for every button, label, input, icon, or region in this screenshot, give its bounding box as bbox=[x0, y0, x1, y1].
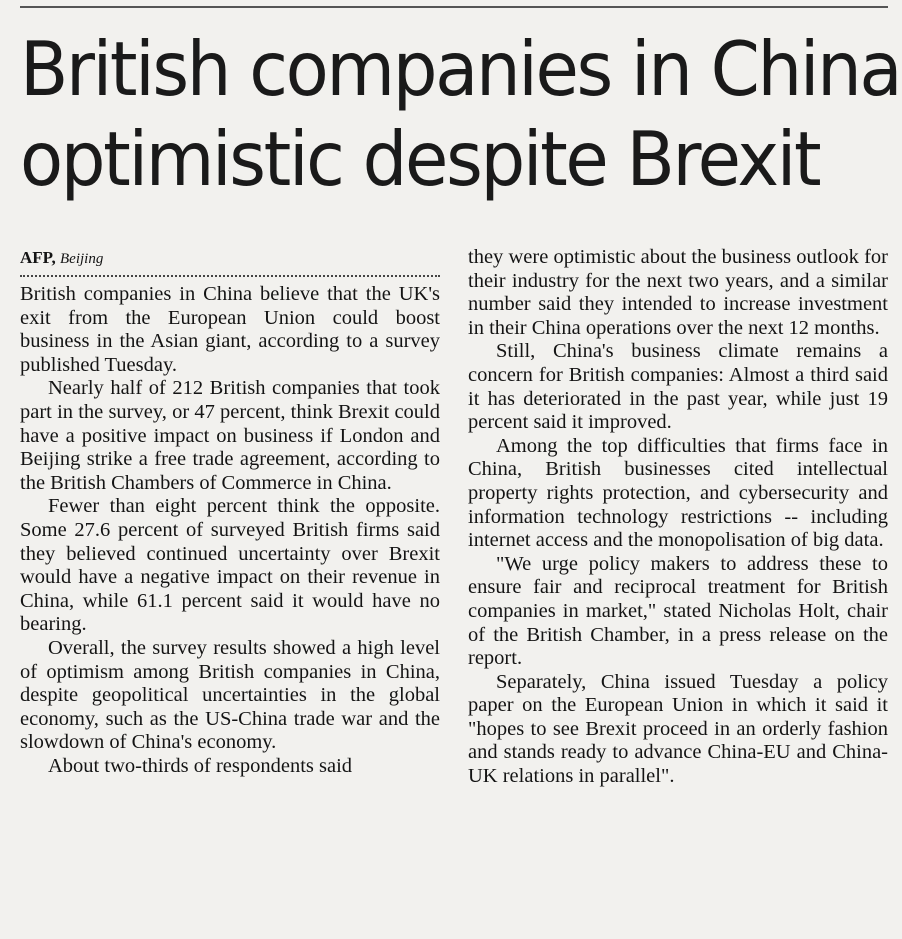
paragraph: Among the top difficulties that firms face in China, British businesses cited intellectual property rights protection, and cybersecurity and information technology restrictions -- including internet access and the monopolisation of big data. bbox=[468, 434, 888, 552]
paragraph: Nearly half of 212 British companies that took part in the survey, or 47 percent, think Brexit could have a positive impact on business if London and Beijing strike a free trade agreement, according to the British Chambers of Commerce in China. bbox=[20, 377, 440, 494]
byline-place: Beijing bbox=[60, 251, 104, 267]
paragraph: About two-thirds of respondents said bbox=[48, 754, 353, 777]
byline-agency: AFP, bbox=[20, 248, 56, 267]
headline bbox=[20, 24, 901, 204]
right-column bbox=[468, 246, 888, 789]
dotted-divider bbox=[20, 275, 440, 277]
paragraph: Fewer than eight percent think the opposite. Some 27.6 percent of surveyed British firms said they believed continued uncertainty over Brexit would have a negative impact on their revenue in China, while 61.1 percent said it would have no bearing. bbox=[20, 495, 440, 636]
headline-line-2: optimistic despite Brexit bbox=[20, 115, 820, 203]
paragraph: Overall, the survey results showed a high level of optimism among British companies in China, despite geopolitical uncertainties in the global economy, such as the US-China trade war and the slowdown of China's economy. bbox=[20, 636, 440, 754]
left-column bbox=[20, 246, 440, 778]
top-rule bbox=[20, 6, 888, 8]
headline-line-1: British companies in China bbox=[20, 25, 901, 113]
paragraph: Separately, China issued Tuesday a policy paper on the European Union in which it said it "hopes to see Brexit proceed in an orderly fashion and stands ready to advance China-EU and China-UK relations in parallel". bbox=[468, 670, 888, 788]
paragraph: "We urge policy makers to address these to ensure fair and reciprocal treatment for British companies in market," stated Nicholas Holt, chair of the British Chamber, in a press release on the report. bbox=[468, 552, 888, 670]
paragraph: Still, China's business climate remains a concern for British companies: Almost a third said it has deteriorated in the past year, while just 19 percent said it improved. bbox=[468, 340, 888, 434]
paragraph: they were optimistic about the business outlook for their industry for the next two years, and a similar number said they intended to increase investment in their China operations over the next 12 months. bbox=[468, 246, 888, 339]
paragraph: British companies in China believe that the UK's exit from the European Union could boost business in the Asian giant, according to a survey published Tuesday. bbox=[20, 283, 440, 376]
byline bbox=[20, 246, 440, 271]
